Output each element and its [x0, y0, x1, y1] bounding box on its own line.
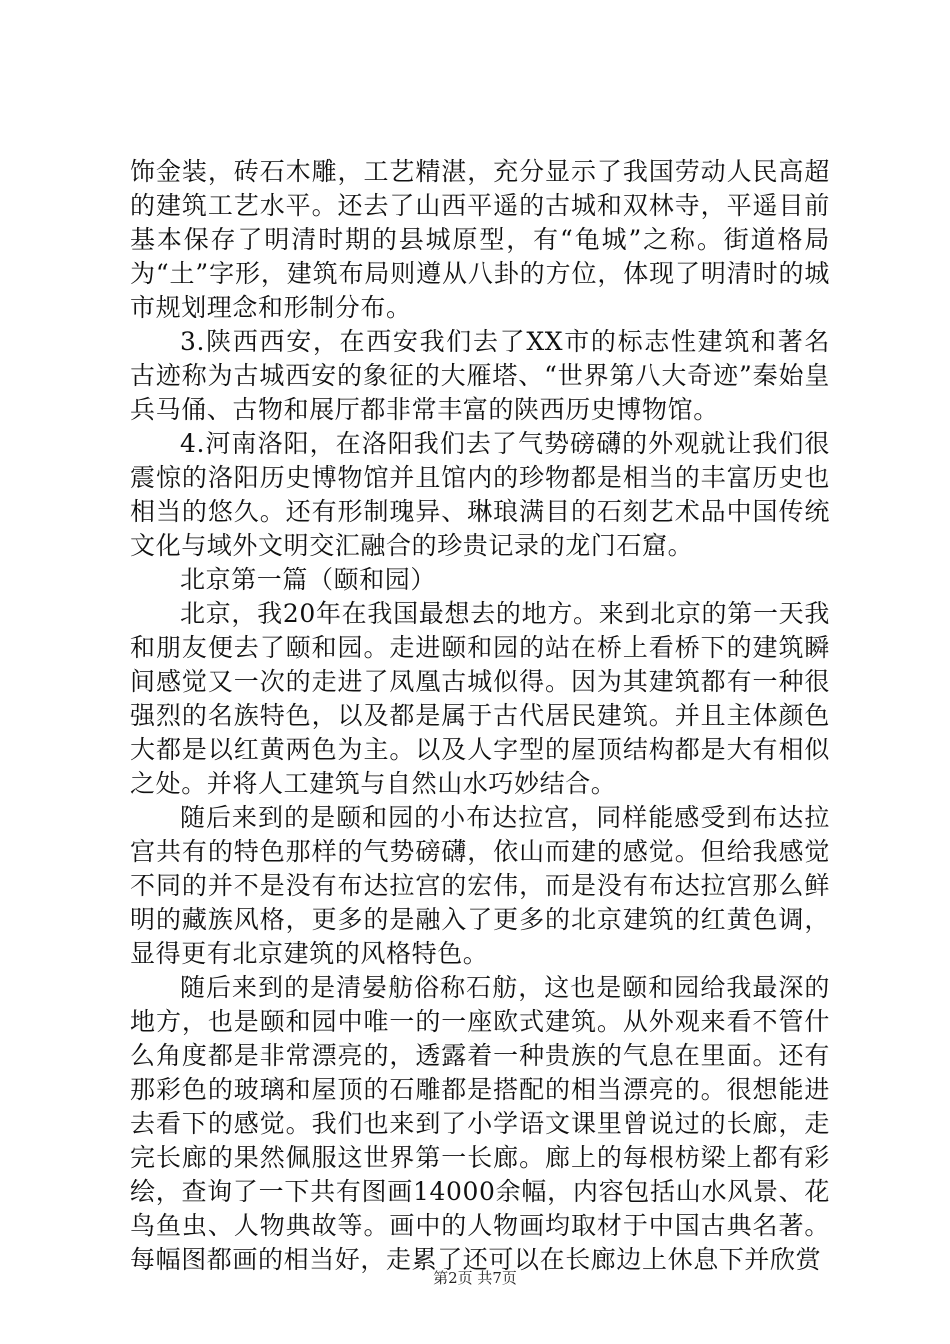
page-number-footer: 第2页 共7页: [433, 1269, 517, 1287]
paragraph-5: 随后来到的是颐和园的小布达拉宫，同样能感受到布达拉宫共有的特色那样的气势磅礴，依山而建的感觉。但给我感觉不同的并不是没有布达拉宫的宏伟，而是没有布达拉宫那么鲜明的藏族风格，更多的是融入了更多的北京建筑的红黄色调，显得更有北京建筑的风格特色。: [130, 803, 830, 968]
paragraph-3: 4.河南洛阳，在洛阳我们去了气势磅礴的外观就让我们很震惊的洛阳历史博物馆并且馆内的珍物都是相当的丰富历史也相当的悠久。还有形制瑰异、琳琅满目的石刻艺术品中国传统文化与域外文明交汇融合的珍贵记录的龙门石窟。: [130, 429, 830, 560]
paragraph-2: 3.陕西西安，在西安我们去了XX市的标志性建筑和著名古迹称为古城西安的象征的大雁塔、“世界第八大奇迹”秦始皇兵马俑、古物和展厅都非常丰富的陕西历史博物馆。: [130, 327, 830, 424]
paragraph-1: 饰金装，砖石木雕，工艺精湛，充分显示了我国劳动人民高超的建筑工艺水平。还去了山西平遥的古城和双林寺，平遥目前基本保存了明清时期的县城原型，有“龟城”之称。街道格局为“土”字形，建筑布局则遵从八卦的方位，体现了明清时的城市规划理念和形制分布。: [130, 157, 830, 322]
section-heading: 北京第一篇（颐和园）: [180, 565, 437, 594]
paragraph-4: 北京，我20年在我国最想去的地方。来到北京的第一天我和朋友便去了颐和园。走进颐和园的站在桥上看桥下的建筑瞬间感觉又一次的走进了凤凰古城似得。因为其建筑都有一种很强烈的名族特色，以及都是属于古代居民建筑。并且主体颜色大都是以红黄两色为主。以及人字型的屋顶结构都是大有相似之处。并将人工建筑与自然山水巧妙结合。: [130, 599, 830, 798]
paragraph-6: 随后来到的是清晏舫俗称石舫，这也是颐和园给我最深的地方，也是颐和园中唯一的一座欧式建筑。从外观来看不管什么角度都是非常漂亮的，透露着一种贵族的气息在里面。还有那彩色的玻璃和屋顶的石雕都是搭配的相当漂亮的。很想能进去看下的感觉。我们也来到了小学语文课里曾说过的长廊，走完长廊的果然佩服这世界第一长廊。廊上的每根枋梁上都有彩绘，查询了一下共有图画14000余幅，内容包括山水风景、花鸟鱼虫、人物典故等。画中的人物画均取材于中国古典名著。每幅图都画的相当好，走累了还可以在长廊边上休息下并欣赏: [130, 973, 830, 1274]
document-body: [130, 155, 830, 1277]
